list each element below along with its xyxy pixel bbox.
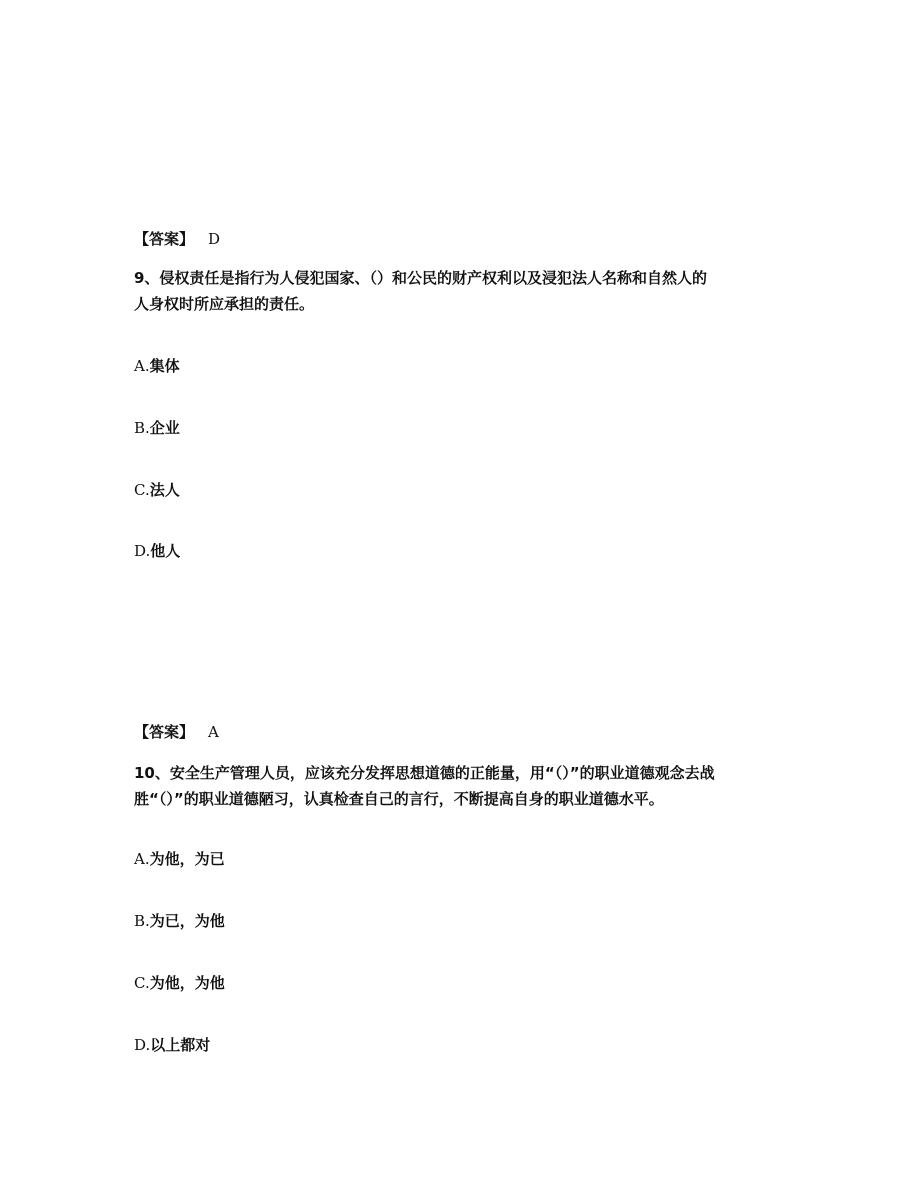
q10-option-d [134, 1034, 210, 1056]
answer-label: 【答案】 [134, 230, 195, 248]
answer-label: 【答案】 [134, 723, 195, 741]
q9-option-b [134, 417, 180, 439]
option-text: 为他，为已 [149, 850, 225, 868]
answer-line-q9 [134, 721, 219, 743]
option-letter: D. [134, 1036, 151, 1054]
option-letter: A. [134, 850, 150, 868]
q9-option-d [134, 540, 180, 562]
q9-option-a [134, 355, 180, 377]
answer-value: D [208, 230, 221, 248]
option-text: 集体 [149, 357, 180, 375]
q10-option-c [134, 972, 225, 994]
option-text: 法人 [149, 481, 180, 499]
question-10 [134, 760, 784, 812]
option-letter: B. [134, 419, 150, 437]
option-text: 为他，为他 [149, 974, 225, 992]
answer-line-q8 [134, 228, 220, 250]
question-9-line-1: 9、侵权责任是指行为人侵犯国家、（）和公民的财产权利以及浸犯法人名称和自然人的 [134, 269, 707, 287]
option-text: 以上都对 [150, 1036, 211, 1054]
question-10-line-1: 10、安全生产管理人员，应该充分发挥思想道德的正能量，用“（）”的职业道德观念去战 [134, 764, 715, 782]
answer-value: A [208, 723, 219, 741]
option-letter: C. [134, 481, 150, 499]
question-9-line-2: 人身权时所应承担的责任。 [134, 295, 315, 313]
option-letter: B. [134, 912, 150, 930]
q9-option-c [134, 479, 180, 501]
q10-option-b [134, 910, 225, 932]
question-10-line-2: 胜“（）”的职业道德陋习，认真检查自己的言行，不断提高自身的职业道德水平。 [134, 790, 664, 808]
question-9 [134, 265, 784, 317]
option-letter: D. [134, 542, 151, 560]
option-letter: A. [134, 357, 150, 375]
option-letter: C. [134, 974, 150, 992]
option-text: 为已，为他 [149, 912, 225, 930]
option-text: 他人 [150, 542, 181, 560]
option-text: 企业 [149, 419, 180, 437]
q10-option-a [134, 848, 225, 870]
